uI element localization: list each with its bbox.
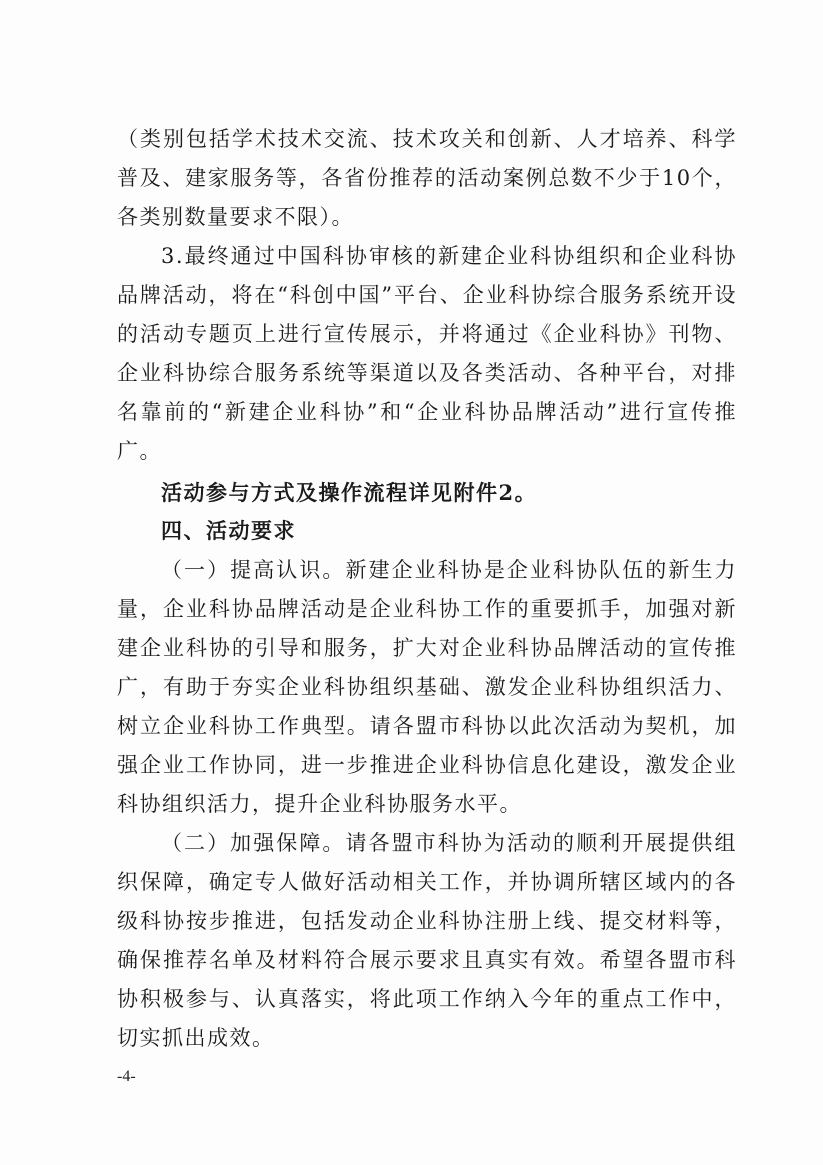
section-heading-requirements: 四、活动要求 <box>161 519 296 543</box>
paragraph-participation-method: 活动参与方式及操作流程详见附件2。 <box>161 480 538 505</box>
paragraph-category-note: （类别包括学术技术交流、技术攻关和创新、人才培养、科学普及、建家服务等，各省份推荐的活动案例总数不少于10个，各类别数量要求不限）。 <box>117 127 737 229</box>
document-body <box>117 120 737 1058</box>
paragraph-raise-awareness: （一）提高认识。新建企业科协是企业科协队伍的新生力量，企业科协品牌活动是企业科协工作的重要抓手，加强对新建企业科协的引导和服务，扩大对企业科协品牌活动的宣传推广，有助于夯实企业科协组织基础、激发企业科协组织活力、树立企业科协工作典型。请各盟市科协以此次活动为契机，加强企业工作协同，进一步推进企业科协信息化建设，激发企业科协组织活力，提升企业科协服务水平。 <box>117 558 737 816</box>
paragraph-strengthen-support: （二）加强保障。请各盟市科协为活动的顺利开展提供组织保障，确定专人做好活动相关工作，并协调所辖区域内的各级科协按步推进，包括发动企业科协注册上线、提交材料等，确保推荐名单及材料符合展示要求且真实有效。希望各盟市科协积极参与、认真落实，将此项工作纳入今年的重点工作中，切实抓出成效。 <box>117 831 737 1050</box>
page-number: -4- <box>117 1068 136 1085</box>
paragraph-review-and-promotion: 3.最终通过中国科协审核的新建企业科协组织和企业科协品牌活动，将在“科创中国”平台、企业科协综合服务系统开设的活动专题页上进行宣传展示，并将通过《企业科协》刊物、企业科协综合服务系统等渠道以及各类活动、各种平台，对排名靠前的“新建企业科协”和“企业科协品牌活动”进行宣传推广。 <box>117 244 737 463</box>
